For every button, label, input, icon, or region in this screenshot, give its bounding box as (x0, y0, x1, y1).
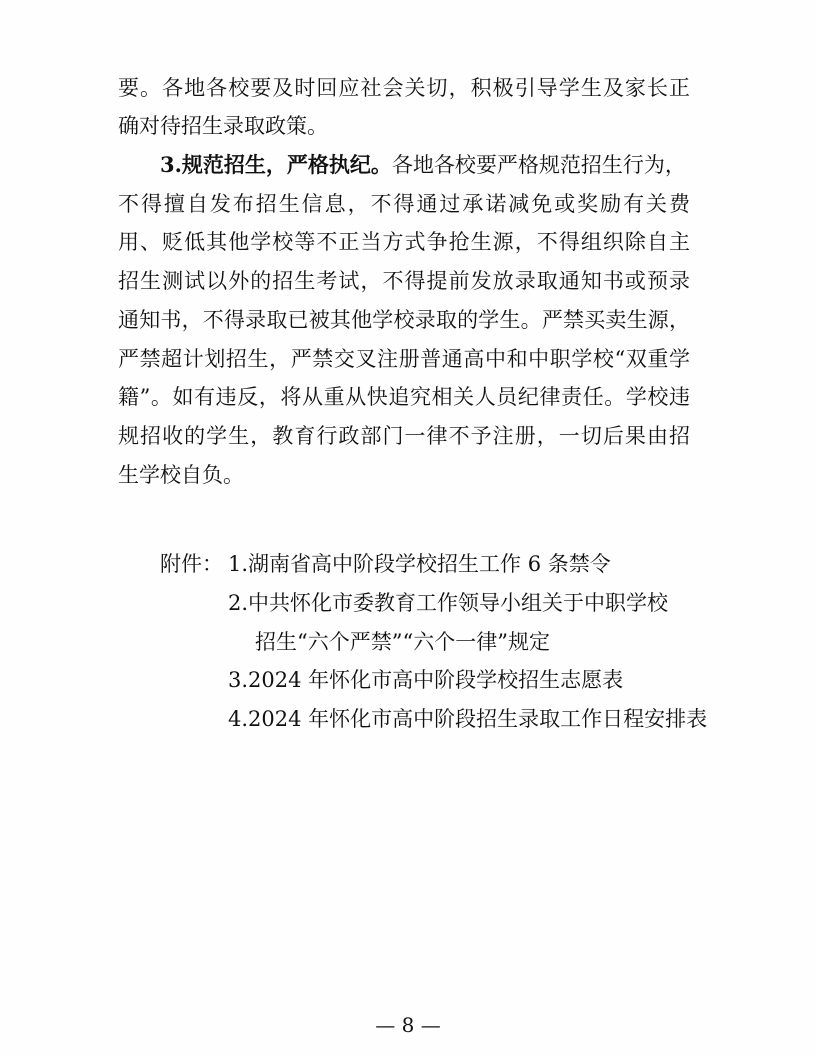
section-heading: 3.规范招生，严格执纪。 (160, 152, 392, 177)
body-line-1: 要。各地各校要及时回应社会关切，积极引导学生及家长正 (118, 76, 690, 100)
body-line-7: 通知书，不得录取已被其他学校录取的学生。严禁买卖生源， (118, 308, 690, 332)
section-3-line (160, 153, 686, 177)
body-line-6: 招生测试以外的招生考试，不得提前发放录取通知书或预录 (118, 269, 690, 293)
body-line-8: 严禁超计划招生，严禁交叉注册普通高中和中职学校“双重学 (118, 347, 690, 371)
attachment-item-2-continued: 招生“六个严禁”“六个一律”规定 (255, 630, 550, 654)
attachment-item-2: 2.中共怀化市委教育工作领导小组关于中职学校 (228, 591, 669, 615)
attachment-item-1: 1.湖南省高中阶段学校招生工作 6 条禁令 (228, 552, 611, 576)
attachments-label: 附件： (160, 552, 223, 576)
body-line-4: 不得擅自发布招生信息，不得通过承诺减免或奖励有关费 (118, 192, 690, 216)
attachment-item-4: 4.2024 年怀化市高中阶段招生录取工作日程安排表 (228, 707, 708, 731)
attachment-item-3: 3.2024 年怀化市高中阶段学校招生志愿表 (228, 668, 624, 692)
body-line-11: 生学校自负。 (118, 463, 244, 487)
section-3-text: 各地各校要严格规范招生行为， (391, 153, 686, 177)
page-number: — 8 — (375, 1013, 441, 1037)
body-line-5: 用、贬低其他学校等不正当方式争抢生源，不得组织除自主 (118, 230, 690, 254)
body-line-10: 规招收的学生，教育行政部门一律不予注册，一切后果由招 (118, 424, 690, 448)
body-line-9: 籍”。如有违反，将从重从快追究相关人员纪律责任。学校违 (118, 385, 690, 409)
body-line-2: 确对待招生录取政策。 (118, 114, 328, 138)
